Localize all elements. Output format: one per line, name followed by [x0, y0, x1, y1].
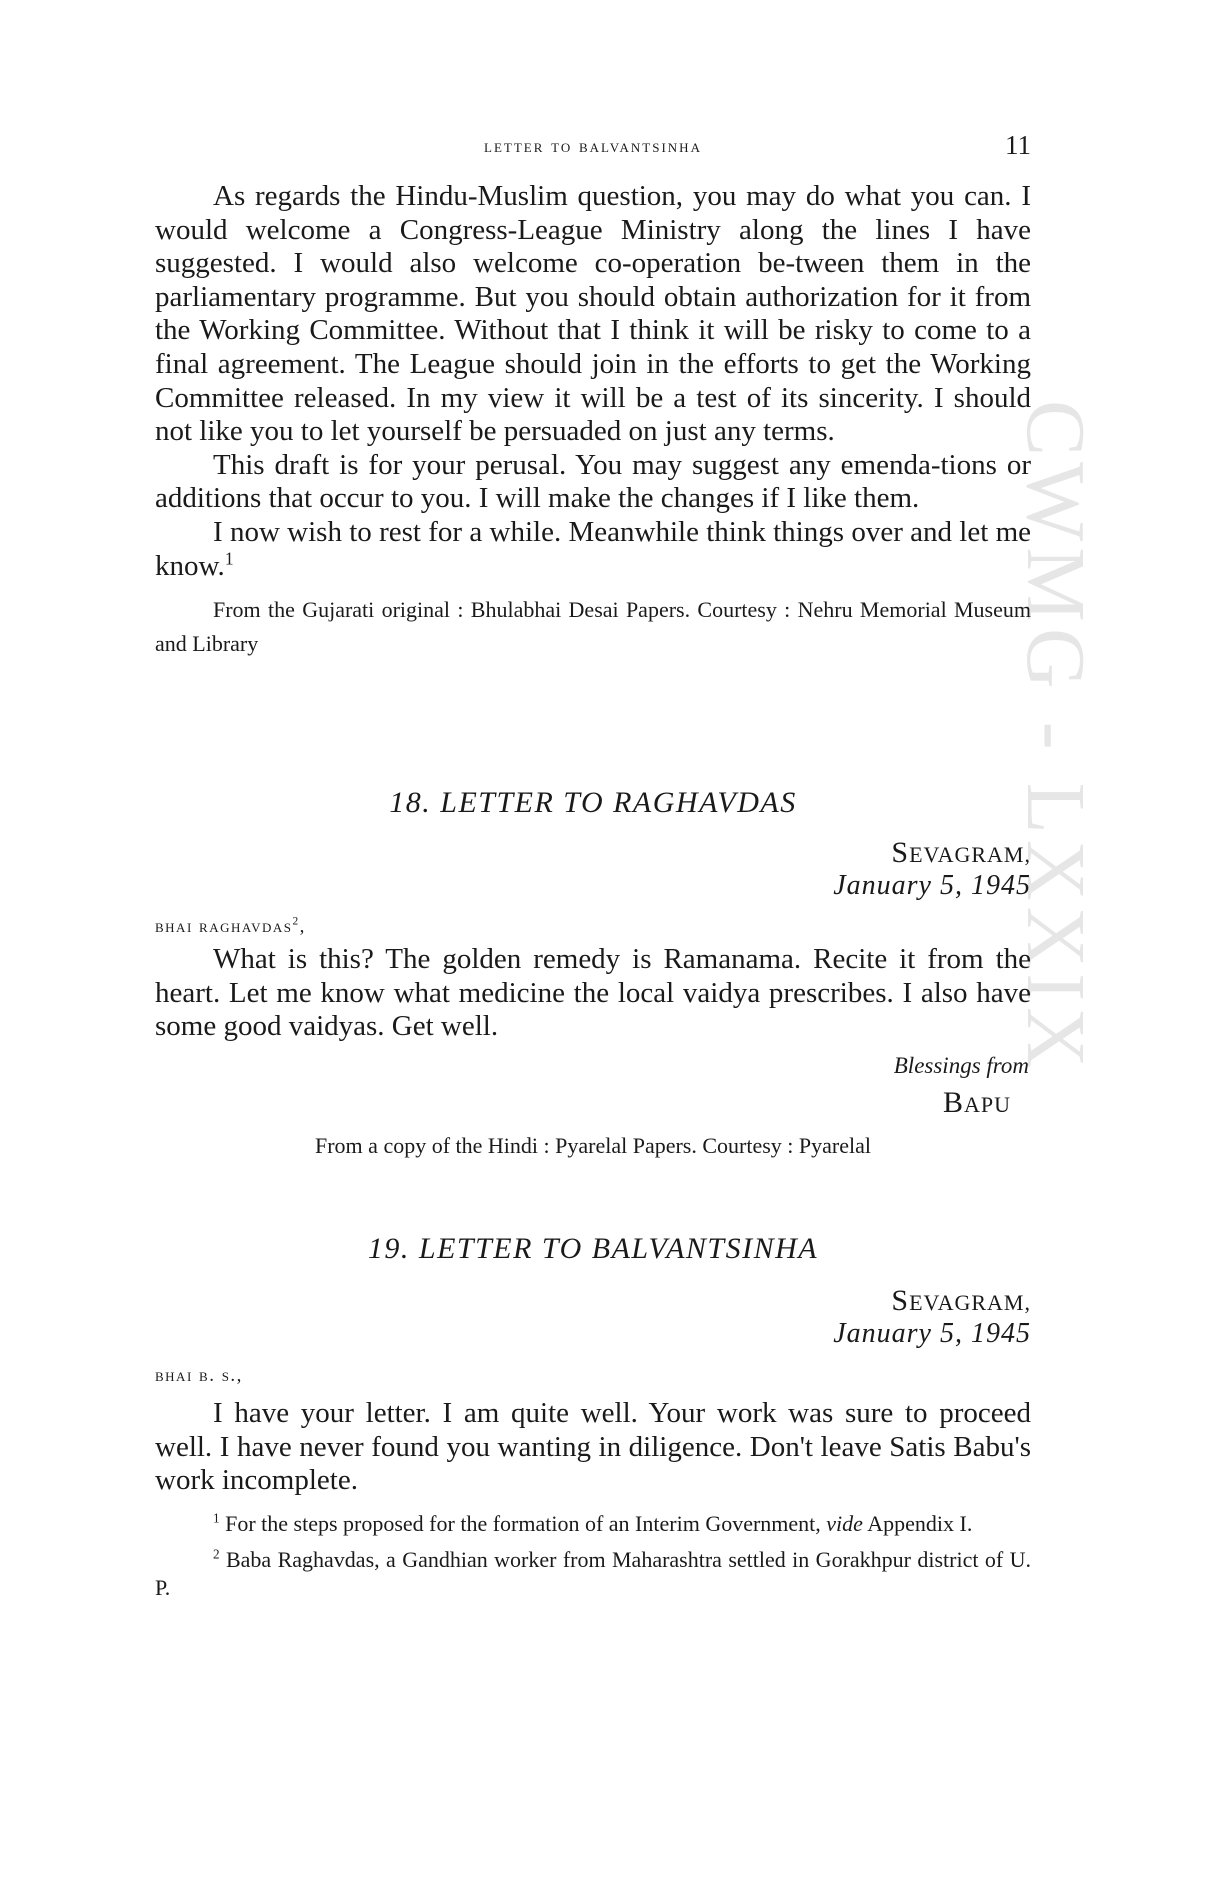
source-note: From the Gujarati original : Bhulabhai Desai Papers. Courtesy : Nehru Memorial Museum and Library: [155, 597, 1031, 657]
date: January 5, 1945: [833, 1318, 1031, 1349]
salutation-comma: ,: [299, 916, 306, 937]
footnote-text: Baba Raghavdas, a Gandhian worker from Maharashtra settled in Gorakhpur district of U. P.: [155, 1547, 1031, 1600]
footnote-ref: 2: [292, 915, 300, 928]
footnote: [155, 1546, 1031, 1602]
salutation: [155, 916, 306, 938]
place: [891, 836, 1031, 870]
letter-heading: 18. LETTER TO RAGHAVDAS: [389, 786, 797, 819]
place-text: SEVAGRAM,: [891, 1284, 1031, 1317]
footnote: [155, 1510, 1031, 1538]
paragraph: I have your letter. I am quite well. Your work was sure to proceed well. I have never found you wanting in diligence. Don't leave Satis Babu's work incomplete.: [155, 1397, 1031, 1497]
source-note: From a copy of the Hindi : Pyarelal Papers. Courtesy : Pyarelal: [315, 1133, 871, 1158]
paragraph: As regards the Hindu-Muslim question, you may do what you can. I would welcome a Congress-League Ministry along the lines I have suggested. I would also welcome co-operation be-tween them in the parliamentary programme. But you should obtain authorization for it from the Working Committee. Without that I think it will be risky to come to a final agreement. The League should join in the efforts to get the Working Committee released. In my view it will be a test of its sincerity. I should not like you to let yourself be persuaded on just any terms.: [155, 180, 1031, 448]
letter-body: [155, 1397, 1031, 1498]
footnote-text: For the steps proposed for the formation of an Interim Government,: [219, 1511, 827, 1536]
page-number: 11: [1005, 130, 1031, 160]
footnote-ref: 1: [224, 547, 234, 568]
salutation-text: bhai raghavdas: [155, 916, 293, 937]
footnote-mark: 1: [213, 1510, 220, 1526]
date: January 5, 1945: [833, 870, 1031, 901]
place-text: SEVAGRAM,: [891, 836, 1031, 869]
paragraph-text: I now wish to rest for a while. Meanwhile think things over and let me know.: [155, 515, 1031, 582]
signature: [943, 1086, 1011, 1120]
footnote-text: Appendix I.: [862, 1511, 973, 1536]
paragraph: [155, 516, 1031, 583]
letter-heading: 19. LETTER TO BALVANTSINHA: [367, 1232, 819, 1265]
previous-letter-continuation: [155, 180, 1031, 661]
footnotes: [155, 1510, 1031, 1602]
paragraph: This draft is for your perusal. You may suggest any emenda-tions or additions that occur to you. I will make the changes if I like them.: [155, 448, 1031, 515]
signature-text: BAPU: [942, 1086, 1011, 1119]
paragraph: What is this? The golden remedy is Ramanama. Recite it from the heart. Let me know what medicine the local vaidya prescribes. I also have some good vaidyas. Get well.: [155, 943, 1031, 1043]
place: [891, 1284, 1031, 1318]
salutation: bhai b. s.,: [155, 1365, 243, 1386]
footnote-mark: 2: [213, 1546, 220, 1562]
closing: Blessings from: [893, 1053, 1029, 1078]
source-block: [155, 1133, 1031, 1159]
watermark-text: CWMG - LXXIX: [1009, 400, 1102, 1074]
running-title: letter to balvantsinha: [484, 136, 702, 157]
letter-body: [155, 943, 1031, 1044]
footnote-italic: vide: [826, 1511, 863, 1536]
running-head: [155, 130, 1031, 170]
